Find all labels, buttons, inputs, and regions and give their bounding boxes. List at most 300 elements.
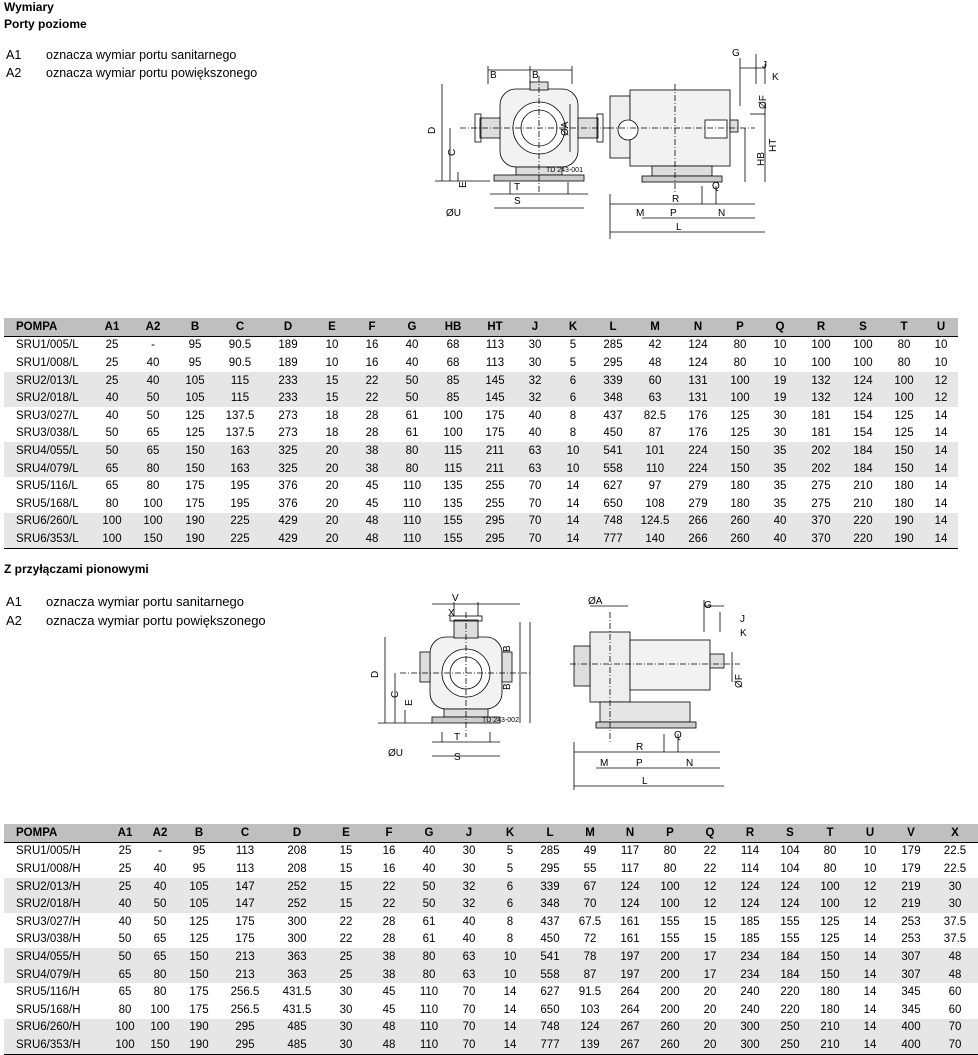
dimension-cell: 35 [773,497,787,510]
dimension-cell: 63 [516,460,554,478]
dimension-cell: 5 [506,862,514,875]
dimension-cell: 176 [688,409,708,422]
dimension-cell: 40 [405,339,419,352]
dimension-cell: 264 [620,1003,640,1016]
table-row [4,895,978,913]
dimension-cell: 145 [474,389,516,407]
dimension-cell: 115 [432,460,474,478]
column-header: A2 [132,318,174,336]
dimension-cell: 38 [368,948,410,966]
svg-text:HT: HT [768,138,779,152]
dimension-cell: 345 [901,986,921,999]
dimension-cell: 125 [189,933,209,946]
page-title: Wymiary [4,0,54,14]
dimension-cell: 35 [760,442,800,460]
dimension-cell: 100 [443,427,463,440]
dimension-cell: 260 [720,513,760,531]
dimension-cell: 234 [730,948,770,966]
dimension-cell: 14 [924,460,958,478]
dimension-cell: 140 [634,530,676,548]
dimension-cell: 15 [324,878,368,896]
dimension-cell: 260 [650,1036,690,1054]
column-header: POMPA [4,318,92,336]
dimension-cell: 155 [780,915,800,928]
dimension-cell: 295 [220,1019,270,1037]
dimension-cell: 5 [569,356,577,369]
table-row [4,425,958,443]
column-header: POMPA [4,824,108,842]
dimension-cell: 100 [810,878,850,896]
dimension-cell: 20 [703,1003,717,1016]
pump-model-cell: SRU2/013/H [4,878,108,896]
dimension-cell: 175 [485,409,505,422]
dimension-cell: 10 [554,460,592,478]
column-header: P [650,824,690,842]
dimension-cell: 105 [174,389,216,407]
dimension-cell: 14 [850,1019,890,1037]
table-row [4,513,958,531]
dimension-cell: 100 [108,1019,142,1037]
dimension-cell: 80 [897,356,911,369]
column-header: E [312,318,352,336]
dimension-cell: 180 [894,497,914,510]
table-row [4,1001,978,1019]
svg-text:T: T [514,182,521,193]
dimension-cell: 61 [405,427,419,440]
dimension-cell: 16 [382,845,396,858]
dimension-cell: 65 [118,986,132,999]
dimension-cell: 60 [948,1003,962,1016]
svg-text:R: R [672,194,680,205]
dimension-cell: 6 [554,372,592,390]
dimension-cell: 211 [474,460,516,478]
dimension-cell: 18 [325,409,339,422]
dimension-cell: 650 [540,1003,560,1016]
dimension-cell: 25 [108,878,142,896]
dimension-cell: 190 [884,530,924,548]
dimension-cell: 370 [800,530,842,548]
dimension-cell: 307 [890,948,932,966]
dimension-cell: 150 [720,442,760,460]
dimension-cell: 40 [108,895,142,913]
svg-text:B: B [532,70,539,81]
table-row [4,495,958,513]
dimension-cell: 14 [566,497,580,510]
dimension-cell: 40 [105,409,119,422]
dimension-cell: 363 [270,966,324,984]
svg-text:E: E [458,181,469,188]
dimension-cell: 22.5 [943,862,967,875]
dimension-cell: 267 [610,1019,650,1037]
dimension-cell: 30 [462,862,476,875]
svg-text:S: S [454,752,461,763]
column-header: U [850,824,890,842]
dimension-cell: 100 [143,497,163,510]
dimension-cell: 80 [392,460,432,478]
pump-model-cell: SRU1/008/L [16,356,79,369]
dimension-cell: 20 [312,513,352,531]
dimension-cell: 25 [105,339,119,352]
dimension-cell: 135 [443,497,463,510]
dimension-cell: 10 [934,356,948,369]
svg-text:Q: Q [674,730,682,741]
dimension-cell: 225 [216,513,264,531]
dimension-cell: 37.5 [943,915,967,928]
dimension-cell: 60 [948,986,962,999]
dimension-cell: 85 [432,372,474,390]
dimension-cell: 48 [352,513,392,531]
dimension-cell: 348 [592,389,634,407]
dimension-cell: 17 [690,948,730,966]
column-header: F [368,824,410,842]
column-header: D [264,318,312,336]
dimension-cell: 175 [235,933,255,946]
column-header: N [610,824,650,842]
legend-a2-vertical [6,613,266,628]
dimension-cell: 25 [105,356,119,369]
table-row [4,354,958,372]
dimension-cell: 185 [740,933,760,946]
dimension-cell: 132 [800,389,842,407]
pump-drawing-vertical [360,592,760,792]
dimension-cell: 210 [853,497,873,510]
dimension-cell: 20 [312,442,352,460]
dimension-cell: 210 [810,1019,850,1037]
dimension-cell: 115 [216,389,264,407]
dimension-cell: 12 [690,895,730,913]
dimension-cell: 14 [924,442,958,460]
dimension-cell: 90.5 [228,339,252,352]
dimension-cell: 748 [592,513,634,531]
dimension-cell: 63 [634,389,676,407]
dimension-cell: 125 [185,427,205,440]
dimension-cell: 176 [688,427,708,440]
dimension-cell: 14 [566,480,580,493]
dimension-cell: 25 [118,845,132,858]
dimension-cell: 431.5 [282,1003,312,1016]
dimension-cell: 110 [634,460,676,478]
dimension-cell: 100 [811,356,831,369]
dimension-cell: 100 [443,409,463,422]
dimension-cell: 124 [730,878,770,896]
dimension-cell: 211 [474,442,516,460]
dimension-cell: 175 [189,1003,209,1016]
pump-model-cell: SRU2/013/L [4,372,92,390]
dimension-cell: 61 [422,915,436,928]
dimension-cell: 184 [842,460,884,478]
dimension-cell: 137.5 [225,427,255,440]
dimension-cell: 48 [932,948,978,966]
dimension-cell: 10 [490,948,530,966]
dimension-cell: 22 [703,862,717,875]
column-header: R [800,318,842,336]
dimension-cell: 150 [810,948,850,966]
dimension-cell: 233 [264,389,312,407]
dimension-cell: 49 [583,845,597,858]
dimension-cell: 558 [530,966,570,984]
dimension-cell: 295 [540,862,560,875]
dimension-cell: 195 [230,480,250,493]
dimension-cell: 124 [770,878,810,896]
legend-a1-vertical [6,594,244,609]
dimension-cell: 6 [490,878,530,896]
dimension-cell: 131 [676,389,720,407]
dimension-cell: 85 [432,389,474,407]
dimension-cell: 14 [934,427,948,440]
dimension-cell: 50 [410,895,448,913]
dimension-cell: 10 [325,339,339,352]
dimension-cell: 100 [150,1003,170,1016]
dimension-cell: 273 [278,427,298,440]
dimension-cell: 45 [382,986,396,999]
dimension-cell: 80 [663,862,677,875]
dimension-cell: 154 [853,427,873,440]
dimension-cell: 50 [142,895,178,913]
dimension-cell: 14 [863,933,877,946]
dimension-cell: 161 [620,933,640,946]
dimension-cell: 125 [894,409,914,422]
table-row [4,372,958,390]
column-header: J [448,824,490,842]
dimension-cell: 15 [703,915,717,928]
dimension-cell: 253 [901,915,921,928]
dimension-cell: 125 [894,427,914,440]
dimension-cell: 40 [760,530,800,548]
dimension-cell: 87 [648,427,662,440]
dimension-cell: 40 [132,372,174,390]
dimension-cell: 68 [446,339,460,352]
dimension-cell: 285 [603,339,623,352]
dimension-cell: 8 [506,915,514,928]
column-header: Q [760,318,800,336]
dimension-cell: 124 [842,389,884,407]
dimension-cell: 105 [178,895,220,913]
dimension-cell: 213 [220,948,270,966]
dimension-cell: 190 [174,530,216,548]
dimension-cell: 181 [811,427,831,440]
dimension-cell: 60 [634,372,676,390]
dimension-cell: 30 [339,1003,353,1016]
dimension-cell: 275 [811,497,831,510]
dimension-cell: 370 [800,513,842,531]
dimension-cell: 30 [324,1019,368,1037]
dimension-cell: 150 [142,1036,178,1054]
dimension-cell: 87 [570,966,610,984]
dimension-cell: 10 [490,966,530,984]
dimension-cell: 50 [92,442,132,460]
table-row [4,1036,978,1054]
column-header: M [634,318,676,336]
dimension-cell: 14 [863,1003,877,1016]
dimension-cell: 110 [410,1019,448,1037]
table-row [4,336,958,354]
dimension-cell: 67 [570,878,610,896]
dimension-cell: 63 [448,948,490,966]
dimension-cell: 78 [570,948,610,966]
section-title-vertical: Z przyłączami pionowymi [4,562,149,576]
dimension-cell: 65 [92,460,132,478]
dimension-cell: 429 [264,530,312,548]
dimensions-table-vertical [4,824,978,1055]
dimension-cell: 300 [730,1019,770,1037]
dimension-cell: 20 [703,986,717,999]
dimension-cell: 150 [810,966,850,984]
dimension-cell: 48 [932,966,978,984]
dimension-cell: 252 [270,878,324,896]
column-header: HB [432,318,474,336]
dimension-cell: 184 [770,966,810,984]
dimension-cell: 200 [650,948,690,966]
dimension-cell: 124 [688,356,708,369]
column-header: G [392,318,432,336]
pump-model-cell: SRU2/018/L [4,389,92,407]
dimension-cell: 30 [528,339,542,352]
dimension-cell: 14 [934,480,948,493]
svg-text:B: B [490,70,497,81]
legend-code: A2 [6,66,22,80]
dimension-cell: 220 [842,530,884,548]
dimension-cell: 110 [419,1003,439,1016]
table-row [4,460,958,478]
column-header: S [770,824,810,842]
svg-text:ØA: ØA [588,596,603,607]
dimension-cell: 180 [894,480,914,493]
dimension-cell: 255 [485,480,505,493]
svg-text:L: L [642,776,648,787]
dimension-cell: 20 [312,530,352,548]
dimension-cell: 115 [216,372,264,390]
dimension-cell: 30 [339,986,353,999]
dimension-cell: 80 [146,480,160,493]
dimensions-table-horizontal [4,318,958,549]
dimension-cell: 25 [118,862,132,875]
legend-text: oznacza wymiar portu sanitarnego [46,594,244,609]
dimension-cell: 541 [530,948,570,966]
svg-text:ØF: ØF [758,95,769,109]
dimension-cell: 150 [884,460,924,478]
svg-text:N: N [686,758,694,769]
dimension-cell: 28 [365,409,379,422]
dimension-cell: 295 [474,530,516,548]
svg-text:D: D [370,670,381,678]
dimension-cell: 40 [760,513,800,531]
pump-model-cell: SRU3/038/H [16,933,81,946]
dimension-cell: 260 [720,530,760,548]
dimension-cell: 100 [853,356,873,369]
dimension-cell: 6 [490,895,530,913]
dimension-cell: 125 [820,915,840,928]
dimension-cell: 10 [863,862,877,875]
column-header: L [530,824,570,842]
dimension-cell: 50 [132,389,174,407]
dimension-cell: 20 [690,1036,730,1054]
section-title-horizontal: Porty poziome [4,17,87,31]
dimension-cell: 40 [92,389,132,407]
svg-text:ØU: ØU [388,748,403,759]
dimension-cell: 208 [287,862,307,875]
dimension-cell: 137.5 [225,409,255,422]
dimension-cell: 12 [850,878,890,896]
table-row [4,477,958,495]
dimension-cell: 80 [142,966,178,984]
svg-text:M: M [636,208,645,219]
dimension-cell: 108 [645,497,665,510]
dimension-cell: 307 [890,966,932,984]
dimension-cell: 14 [934,497,948,510]
dimension-cell: 295 [603,356,623,369]
dimension-cell: 8 [569,409,577,422]
dimension-cell: 61 [405,409,419,422]
dimension-cell: 15 [339,845,353,858]
svg-text:B: B [502,683,513,690]
dimension-cell: 14 [503,986,517,999]
dimension-cell: 70 [932,1036,978,1054]
dimension-cell: 70 [570,895,610,913]
dimension-cell: 8 [569,427,577,440]
dimension-cell: 15 [339,862,353,875]
dimension-cell: 190 [884,513,924,531]
dimension-cell: 485 [270,1019,324,1037]
column-header: B [178,824,220,842]
dimension-cell: 18 [325,427,339,440]
dimension-cell: 777 [530,1036,570,1054]
dimension-cell: 339 [592,372,634,390]
dimension-cell: 124 [730,895,770,913]
dimension-cell: 189 [278,339,298,352]
dimension-cell: 50 [392,372,432,390]
svg-text:P: P [636,758,643,769]
dimension-cell: 110 [419,986,439,999]
dimension-cell: 437 [603,409,623,422]
dimension-cell: 150 [132,530,174,548]
dimension-cell: 200 [660,986,680,999]
svg-text:V: V [452,593,459,604]
dimension-cell: 125 [185,409,205,422]
column-header: B [174,318,216,336]
dimension-cell: 190 [178,1036,220,1054]
dimension-cell: 155 [780,933,800,946]
dimension-cell: 376 [278,497,298,510]
dimension-cell: 12 [924,372,958,390]
dimension-cell: 37.5 [943,933,967,946]
dimension-cell: 175 [485,427,505,440]
dimension-cell: 125 [730,427,750,440]
dimension-cell: 97 [648,480,662,493]
dimension-cell: 155 [660,933,680,946]
legend-code: A2 [6,613,22,628]
column-header: C [216,318,264,336]
dimension-cell: 197 [610,948,650,966]
dimension-cell: 219 [890,878,932,896]
table-row [4,442,958,460]
dimension-cell: 50 [105,427,119,440]
dimension-cell: 125 [189,915,209,928]
dimension-cell: 777 [592,530,634,548]
dimension-cell: 150 [884,442,924,460]
dimension-cell: 300 [287,933,307,946]
svg-text:N: N [718,208,726,219]
dimension-cell: 48 [368,1036,410,1054]
dimension-cell: 10 [773,339,787,352]
dimension-cell: 14 [490,1036,530,1054]
pump-model-cell: SRU2/018/H [4,895,108,913]
table-body [4,842,978,1054]
svg-text:E: E [404,699,415,706]
dimension-cell: 15 [324,895,368,913]
dimension-cell: 202 [800,442,842,460]
column-header: K [554,318,592,336]
table-row [4,407,958,425]
